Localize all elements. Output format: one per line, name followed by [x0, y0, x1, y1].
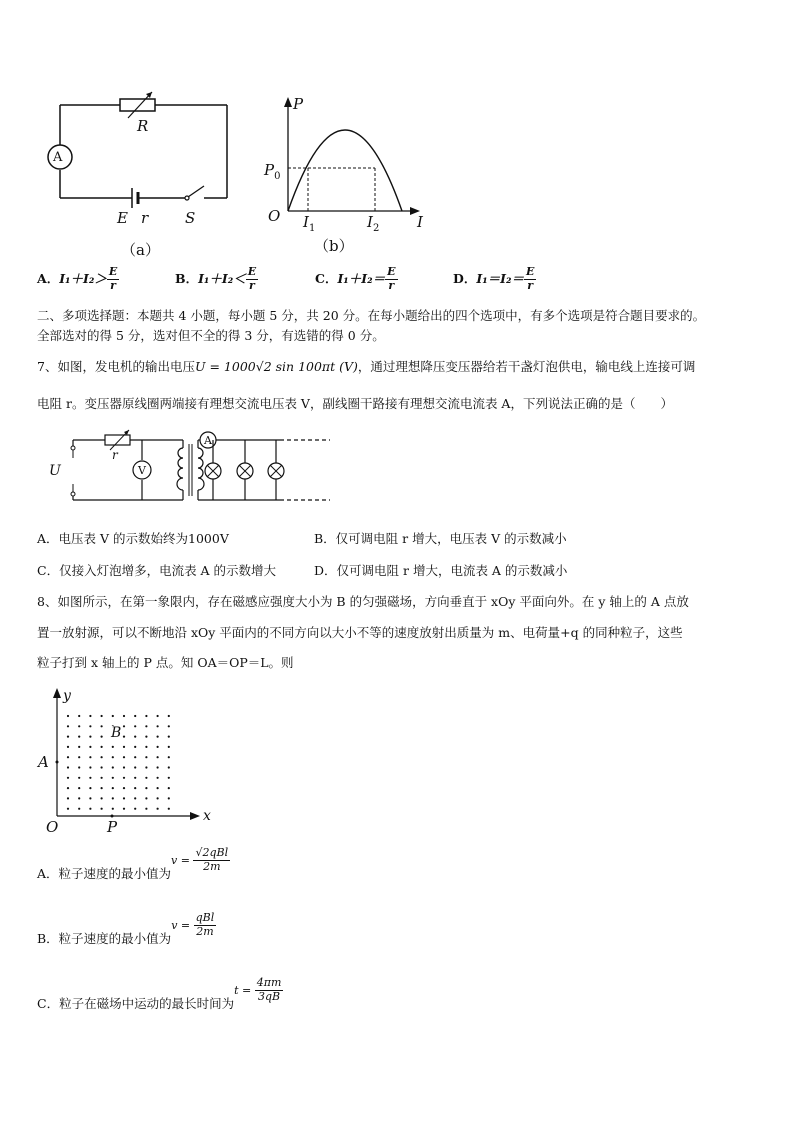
- field-dot: [123, 756, 125, 758]
- field-dot: [112, 777, 114, 779]
- q8-origin-label: O: [46, 818, 59, 836]
- field-dot: [134, 777, 136, 779]
- field-dot: [78, 766, 80, 768]
- i2-label: $I_2$: [367, 213, 380, 234]
- section2-line2: 全部选对的得 5 分，选对但不全的得 3 分，有选错的得 0 分。: [37, 328, 385, 343]
- field-dot: [89, 766, 91, 768]
- field-dot: [112, 808, 114, 810]
- field-dot: [123, 808, 125, 810]
- field-dot: [112, 746, 114, 748]
- field-dot: [123, 777, 125, 779]
- field-dot: [168, 797, 170, 799]
- power-curve: [288, 130, 402, 211]
- field-dot: [145, 725, 147, 727]
- field-dot: [157, 715, 159, 717]
- lamp-1: [205, 440, 221, 500]
- field-dot: [157, 756, 159, 758]
- field-dot: [157, 777, 159, 779]
- ammeter-label: A: [53, 150, 63, 165]
- field-dot: [67, 715, 69, 717]
- field-dot: [157, 797, 159, 799]
- field-dot: [112, 756, 114, 758]
- q7-transformer-circuit: [45, 428, 335, 508]
- field-dot: [168, 736, 170, 738]
- q8-field-b-label: B: [111, 725, 122, 741]
- q6-option-a: A． I₁＋I₂＞ $\frac{E}{r}$: [37, 265, 118, 292]
- field-dot: [78, 725, 80, 727]
- q6-option-c: C． I₁＋I₂＝ $\frac{E}{r}$: [315, 265, 396, 292]
- q6-option-b: B． I₁＋I₂＜ $\frac{E}{r}$: [175, 265, 257, 292]
- switch-label: S: [185, 209, 196, 227]
- q6-option-d: D． I₁＝I₂＝ $\frac{E}{r}$: [453, 265, 535, 292]
- q8-line1: 8、如图所示，在第一象限内，存在磁感应强度大小为 B 的匀强磁场，方向垂直于 xOy 平面向外。在 y 轴上的 A 点放: [37, 594, 689, 609]
- rheostat-symbol: [120, 99, 155, 111]
- q7-fig-a-label: A: [204, 434, 212, 447]
- figure-b-caption: （b）: [314, 237, 354, 255]
- q7-line1: 7、如图，发电机的输出电压U = 1000√2 sin 100πt (V)，通过理想降压变压器给若干盏灯泡供电，输电线上连接可调: [37, 359, 696, 374]
- q7-fig-v-label: V: [138, 464, 146, 477]
- field-dot: [145, 756, 147, 758]
- field-dot: [101, 725, 103, 727]
- q8-point-p-label: P: [107, 818, 118, 836]
- internal-r-label: r: [141, 209, 149, 227]
- q8-line3: 粒子打到 x 轴上的 P 点。知 OA＝OP＝L。则: [37, 655, 294, 670]
- field-dot: [112, 797, 114, 799]
- field-dot: [101, 797, 103, 799]
- field-dot: [67, 787, 69, 789]
- field-dot: [89, 725, 91, 727]
- field-dot: [101, 756, 103, 758]
- field-dot: [123, 736, 125, 738]
- q8-x-axis-label: x: [203, 808, 211, 824]
- field-dot: [67, 777, 69, 779]
- field-dot: [168, 787, 170, 789]
- section2-line1: 二、多项选择题：本题共 4 小题，每小题 5 分，共 20 分。在每小题给出的四个选项中，有多个选项是符合题目要求的。: [37, 308, 706, 323]
- field-dot: [112, 715, 114, 717]
- field-dot: [89, 746, 91, 748]
- field-dot: [145, 715, 147, 717]
- field-dot: [67, 756, 69, 758]
- q8-y-axis-label: y: [63, 688, 71, 704]
- field-dot: [101, 715, 103, 717]
- resistor-label: R: [137, 117, 149, 135]
- field-dot: [78, 756, 80, 758]
- field-dot: [168, 777, 170, 779]
- q7-line2: 电阻 r。变压器原线圈两端接有理想交流电压表 V，副线圈干路接有理想交流电流表 A，下列说法正确的是（ ）: [37, 396, 673, 411]
- figure-b-graph: [270, 95, 430, 225]
- q7-option-b: B．仅可调电阻 r 增大，电压表 V 的示数减小: [314, 531, 567, 546]
- p0-label: $P_0$: [264, 161, 281, 182]
- field-dot: [89, 715, 91, 717]
- field-dot: [157, 787, 159, 789]
- field-dot: [101, 777, 103, 779]
- field-dot: [134, 715, 136, 717]
- field-dot: [67, 766, 69, 768]
- field-dot: [123, 766, 125, 768]
- field-dot: [168, 746, 170, 748]
- field-dot: [134, 756, 136, 758]
- field-dot: [89, 797, 91, 799]
- field-dot: [89, 777, 91, 779]
- field-dot: [168, 808, 170, 810]
- field-dot: [78, 746, 80, 748]
- lamp-3: [268, 440, 284, 500]
- field-dot: [168, 756, 170, 758]
- field-dot: [145, 736, 147, 738]
- field-dot: [101, 787, 103, 789]
- field-dot: [78, 797, 80, 799]
- field-dot: [157, 736, 159, 738]
- figure-a-caption: （a）: [121, 241, 160, 259]
- q8-magnetic-field-figure: [40, 686, 215, 836]
- field-dot: [134, 797, 136, 799]
- field-dot: [145, 746, 147, 748]
- field-dot: [78, 736, 80, 738]
- i1-label: $I_1$: [303, 213, 316, 234]
- field-dot: [112, 787, 114, 789]
- field-dot: [67, 797, 69, 799]
- field-dot: [145, 808, 147, 810]
- emf-label: E: [117, 209, 128, 227]
- origin-label: O: [268, 207, 281, 225]
- field-dot: [101, 766, 103, 768]
- field-dot: [123, 746, 125, 748]
- field-dot: [123, 715, 125, 717]
- field-dot: [145, 777, 147, 779]
- axis-i-label: I: [417, 213, 423, 231]
- q7-fig-r-label: r: [112, 448, 118, 462]
- q8-option-c: C．粒子在磁场中运动的最长时间为 t = $\frac{4\pi m}{3qB}$: [37, 976, 282, 1011]
- field-dot: [78, 787, 80, 789]
- field-dot: [134, 787, 136, 789]
- q7-voltage-formula: U = 1000√2 sin 100πt (V): [194, 359, 358, 374]
- field-dot: [134, 736, 136, 738]
- field-dot: [101, 736, 103, 738]
- axis-p-label: P: [293, 95, 304, 113]
- q7-option-a: A．电压表 V 的示数始终为1000V: [37, 531, 229, 546]
- field-dot: [168, 725, 170, 727]
- field-dot: [89, 756, 91, 758]
- field-dot: [67, 808, 69, 810]
- field-dot: [157, 725, 159, 727]
- field-dot: [123, 787, 125, 789]
- field-dot: [157, 808, 159, 810]
- field-dot: [101, 808, 103, 810]
- q8-point-a-label: A: [38, 753, 49, 771]
- field-dot: [145, 787, 147, 789]
- q8-option-b: B．粒子速度的最小值为 v = $\frac{\text{qBl}}{2m}$: [37, 911, 215, 946]
- field-dot: [134, 746, 136, 748]
- field-dot: [89, 787, 91, 789]
- field-dot: [67, 736, 69, 738]
- field-dot: [67, 725, 69, 727]
- field-dot: [101, 746, 103, 748]
- field-dot: [168, 715, 170, 717]
- field-dot: [123, 797, 125, 799]
- field-dot: [157, 746, 159, 748]
- q8-line2: 置一放射源，可以不断地沿 xOy 平面内的不同方向以大小不等的速度放射出质量为 m、电荷量+q 的同种粒子，这些: [37, 625, 683, 640]
- q7-fig-u-label: U: [49, 463, 61, 479]
- q7-option-d: D．仅可调电阻 r 增大，电流表 A 的示数减小: [314, 563, 568, 578]
- field-dot: [145, 797, 147, 799]
- field-dot: [134, 725, 136, 727]
- field-dot: [145, 766, 147, 768]
- q7-option-c: C．仅接入灯泡增多，电流表 A 的示数增大: [37, 563, 277, 578]
- field-dot: [89, 808, 91, 810]
- lamp-2: [237, 440, 253, 500]
- field-dot: [157, 766, 159, 768]
- field-dot: [78, 715, 80, 717]
- field-dot: [134, 766, 136, 768]
- field-dot: [78, 808, 80, 810]
- field-dot: [134, 808, 136, 810]
- field-dot: [89, 736, 91, 738]
- field-dot: [67, 746, 69, 748]
- field-dot: [123, 725, 125, 727]
- field-dot: [112, 766, 114, 768]
- field-dot: [168, 766, 170, 768]
- field-dot: [78, 777, 80, 779]
- q8-option-a: A．粒子速度的最小值为 v = $\frac{\text{√2qBl}}{2m}$: [37, 846, 229, 881]
